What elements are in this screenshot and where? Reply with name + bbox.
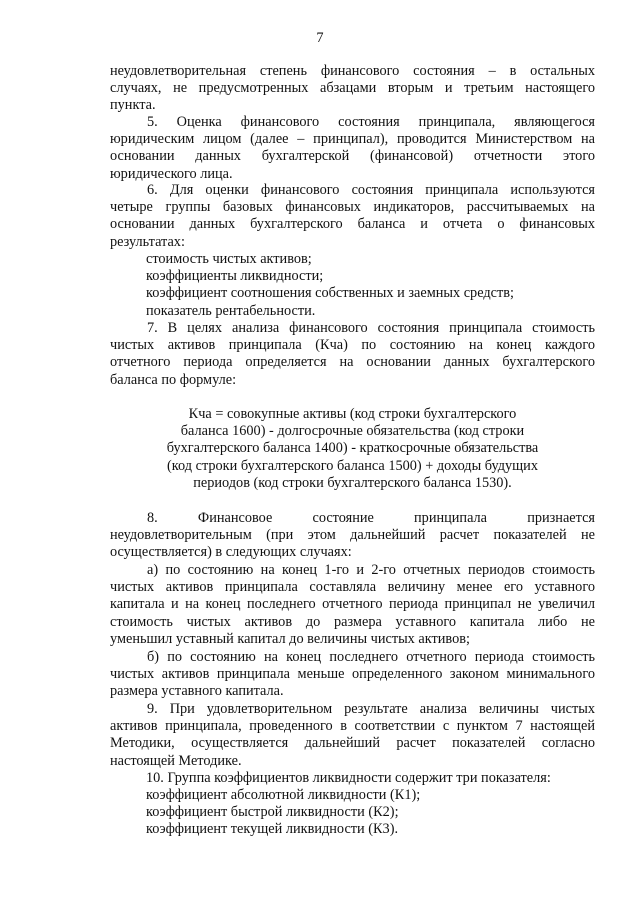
text-line: 5. Оценка финансового состояния принципала, являющегося bbox=[147, 114, 595, 130]
text-line: чистых активов принципала составляла величину менее его уставного bbox=[110, 579, 595, 596]
indicator-groups-list bbox=[146, 251, 514, 320]
text-line: пункта. bbox=[110, 97, 156, 114]
paragraph-8b bbox=[110, 649, 595, 701]
formula-line: периодов (код строки бухгалтерского баланса 1530). bbox=[193, 474, 512, 491]
list-item: коэффициенты ликвидности; bbox=[146, 268, 324, 285]
paragraph-9 bbox=[110, 701, 595, 770]
text-line: 8. Финансовое состояние принципала признается bbox=[147, 510, 595, 526]
text-line: размера уставного капитала. bbox=[110, 683, 284, 700]
text-line: активов принципала, проведенного в соответствии с пунктом 7 настоящей bbox=[110, 718, 595, 735]
formula-line: баланса 1600) - долгосрочные обязательства (код строки bbox=[180, 423, 525, 440]
text-line: 6. Для оценки финансового состояния принципала используются bbox=[147, 182, 595, 198]
text-line: 9. При удовлетворительном результате анализа величины чистых bbox=[147, 701, 595, 717]
text-line: неудовлетворительная степень финансового состояния – в остальных bbox=[110, 63, 595, 79]
text-line: уменьшил уставный капитал до величины чистых активов; bbox=[110, 630, 470, 647]
list-item: коэффициент абсолютной ликвидности (К1); bbox=[146, 787, 421, 803]
text-line: чистых активов принципала меньше определенного законом минимального bbox=[110, 666, 595, 683]
text-line: четыре группы базовых финансовых индикаторов, рассчитываемых на bbox=[110, 199, 595, 216]
paragraph-continuation bbox=[110, 63, 595, 115]
list-item: коэффициент текущей ликвидности (К3). bbox=[146, 821, 399, 838]
text-line: настоящей Методике. bbox=[110, 752, 242, 769]
list-item: коэффициент соотношения собственных и заемных средств; bbox=[146, 285, 514, 302]
text-line: баланса по формуле: bbox=[110, 371, 237, 388]
text-line: осуществляется) в следующих случаях: bbox=[110, 544, 352, 561]
net-assets-formula bbox=[110, 406, 595, 492]
formula-line: Кча = совокупные активы (код строки бухгалтерского bbox=[188, 406, 517, 422]
paragraph-8a bbox=[110, 562, 595, 648]
list-item: коэффициент быстрой ликвидности (К2); bbox=[146, 804, 399, 821]
text-line: а) по состоянию на конец 1-го и 2-го отчетных периодов стоимость bbox=[147, 562, 595, 578]
text-line: результатах: bbox=[110, 233, 185, 250]
text-line: основании данных бухгалтерского баланса и отчета о финансовых bbox=[110, 216, 595, 233]
text-line: юридическим лицом (далее – принципал), проводится Министерством на bbox=[110, 131, 595, 148]
text-line: капитала и на конец последнего отчетного периода принципал не увеличил bbox=[110, 596, 595, 613]
paragraph-7 bbox=[110, 320, 595, 389]
formula-line: (код строки бухгалтерского баланса 1500) + доходы будущих bbox=[167, 457, 538, 474]
text-line: чистых активов принципала (Кча) по состоянию на конец каждого bbox=[110, 337, 595, 354]
paragraph-8 bbox=[110, 510, 595, 562]
paragraph-6 bbox=[110, 182, 595, 251]
list-item: показатель рентабельности. bbox=[146, 302, 316, 319]
paragraph-5 bbox=[110, 114, 595, 183]
text-line: б) по состоянию на конец последнего отчетного периода стоимость bbox=[147, 649, 595, 665]
text-line: юридического лица. bbox=[110, 165, 233, 182]
text-line: случаях, не предусмотренных абзацами вторым и третьим настоящего bbox=[110, 80, 595, 97]
text-line: 7. В целях анализа финансового состояния принципала стоимость bbox=[147, 320, 595, 336]
text-line: отчетного периода определяется на основании данных бухгалтерского bbox=[110, 354, 595, 371]
text-line: основании данных бухгалтерской (финансовой) отчетности этого bbox=[110, 148, 595, 165]
text-line: неудовлетворительным (при этом дальнейший расчет показателей не bbox=[110, 527, 595, 544]
page-number: 7 bbox=[316, 30, 324, 46]
paragraph-10: 10. Группа коэффициентов ликвидности содержит три показателя: bbox=[146, 770, 551, 786]
text-line: стоимость чистых активов до размера уставного капитала либо не bbox=[110, 613, 595, 630]
text-line: Методики, осуществляется дальнейший расчет показателей согласно bbox=[110, 735, 595, 752]
formula-line: бухгалтерского баланса 1400) - краткосрочные обязательства bbox=[166, 440, 539, 457]
list-item: стоимость чистых активов; bbox=[146, 251, 312, 267]
liquidity-ratios-list bbox=[146, 787, 420, 839]
